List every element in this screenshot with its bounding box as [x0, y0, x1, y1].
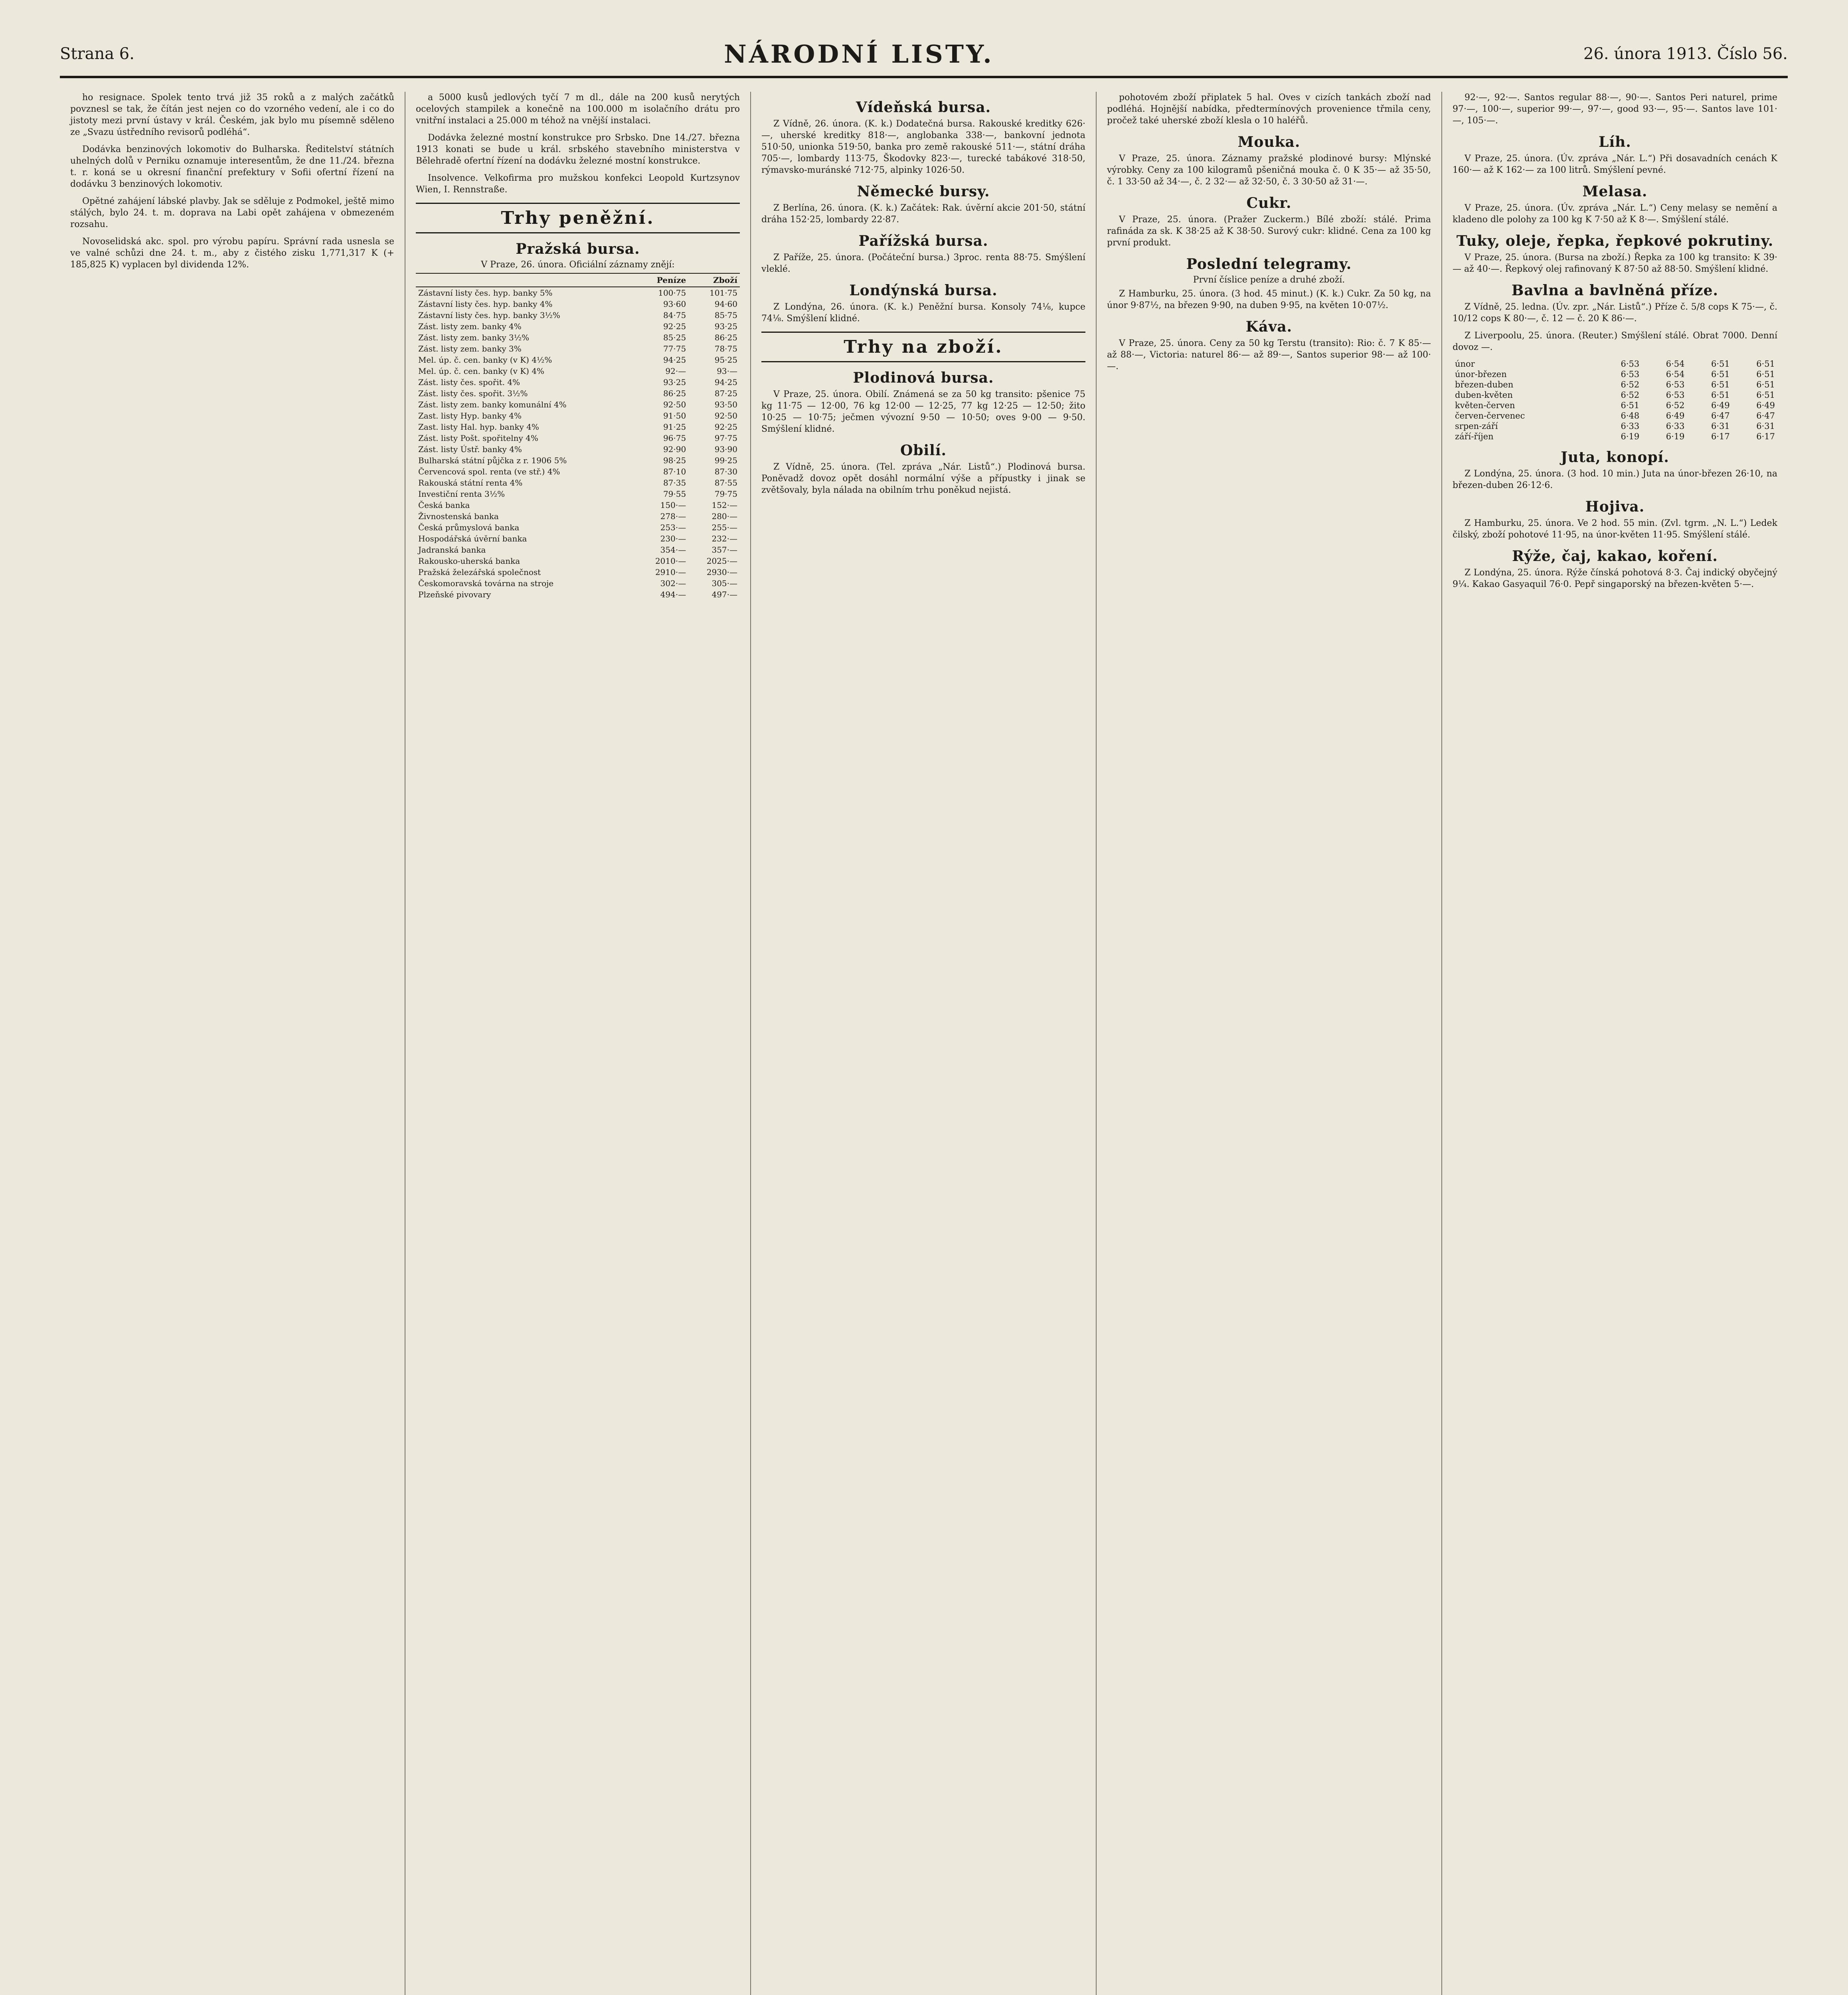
- quote-value: 6·48: [1621, 411, 1640, 421]
- quotes-row: [416, 321, 740, 332]
- quote-value: 6·47: [1711, 411, 1730, 421]
- quotes-row: [416, 421, 740, 433]
- security-name: Mel. úp. č. cen. banky (v K) 4%: [418, 366, 545, 376]
- quotes-row: [416, 310, 740, 321]
- column-1: [60, 92, 405, 1995]
- quotes-row: [416, 477, 740, 488]
- security-name: Zást. listy zem. banky 4%: [418, 322, 522, 331]
- term-label: únor: [1455, 359, 1475, 369]
- quotes-header-row: [416, 273, 740, 287]
- london-title: Londýnská bursa.: [849, 282, 998, 299]
- quotes-row: [416, 287, 740, 298]
- rice-title: Rýže, čaj, kakao, koření.: [1512, 548, 1718, 565]
- ask-price: 280·—: [712, 512, 737, 521]
- quote-value: 6·49: [1711, 401, 1730, 410]
- quote-value: 6·17: [1756, 432, 1775, 441]
- columns: [60, 92, 1788, 1995]
- ask-price: 87·55: [714, 478, 737, 488]
- ask-price: 99·25: [714, 456, 737, 465]
- quotes-row: [416, 533, 740, 544]
- quote-value: 6·53: [1666, 390, 1685, 400]
- bid-price: 100·75: [658, 288, 686, 298]
- bid-price: 79·55: [663, 489, 686, 499]
- cotton-title: Bavlna a bavlněná příze.: [1511, 282, 1719, 299]
- quote-value: 6·19: [1666, 432, 1685, 441]
- bid-price: 92·50: [663, 400, 686, 409]
- article-paragraph: Opětné zahájení lábské plavby. Jak se sděluje z Podmokel, ještě mimo stálých, bylo 24. t. m. doprava na Labi opět zahájena v obmezeném rozsahu.: [70, 196, 394, 229]
- liverpool-row: [1453, 411, 1777, 421]
- security-name: Zást. listy zem. banky 3½%: [418, 333, 530, 342]
- security-name: Zást. listy zem. banky 3%: [418, 344, 522, 354]
- quote-value: 6·52: [1666, 401, 1685, 410]
- quote-value: 6·52: [1621, 390, 1640, 400]
- section-title: Trhy peněžní.: [416, 203, 740, 233]
- security-name: Bulharská státní půjčka z r. 1906 5%: [418, 456, 567, 465]
- quote-value: 6·51: [1711, 380, 1730, 389]
- bid-price: 2010·—: [655, 556, 686, 566]
- liverpool-row: [1453, 379, 1777, 390]
- bid-price: 91·25: [663, 422, 686, 432]
- quotes-row: [416, 410, 740, 421]
- ask-price: 92·25: [714, 422, 737, 432]
- ask-price: 152·—: [712, 500, 737, 510]
- quotes-row: [416, 544, 740, 555]
- liverpool-intro: Z Liverpoolu, 25. února. (Reuter.) Smýšlení stálé. Obrat 7000. Denní dovoz —.: [1453, 331, 1777, 352]
- ask-price: 2025·—: [706, 556, 737, 566]
- security-name: Jadranská banka: [418, 545, 486, 555]
- bid-price: 94·25: [663, 355, 686, 365]
- ask-price: 305·—: [712, 579, 737, 588]
- bid-price: 87·10: [663, 467, 686, 476]
- article-paragraph: ho resignace. Spolek tento trvá již 35 roků a z malých začátků povznesl se tak, že čítán jest nejen co do vzorného vedení, ale i co do jistoty mezi první ústavy v král. Českém, jak bylo mu písemně sděleno ze „Svazu ústředního revisorů podléhá“.: [70, 93, 394, 137]
- quote-value: 6·33: [1621, 421, 1640, 431]
- security-name: Investiční renta 3½%: [418, 489, 505, 499]
- quotes-row: [416, 388, 740, 399]
- term-label: únor-březen: [1455, 369, 1507, 379]
- security-name: Zást. listy čes. spořit. 3½%: [418, 389, 528, 398]
- term-label: červen-červenec: [1455, 411, 1525, 421]
- term-label: duben-květen: [1455, 390, 1513, 400]
- security-name: Zást. listy zem. banky komunální 4%: [418, 400, 567, 409]
- liverpool-row: [1453, 400, 1777, 411]
- quote-value: 6·51: [1756, 369, 1775, 379]
- ask-price: 79·75: [714, 489, 737, 499]
- quote-value: 6·31: [1711, 421, 1730, 431]
- bid-price: 84·75: [663, 310, 686, 320]
- vienna-report: Z Vídně, 26. února. (K. k.) Dodatečná bursa. Rakouské kreditky 626·—, uherské kreditky 818·—, anglobanka 338·—, bankovní jednota 510·50, unionka 519·50, banka pro země rakouské 511·—, státní dráha 705·—, lombardy 113·75, Škodovky 823·—, turecké tabákové 318·50, rýmavsko-muránské 712·75, alpinky 1026·50.: [761, 119, 1085, 175]
- security-name: Mel. úp. č. cen. banky (v K) 4½%: [418, 355, 552, 365]
- hops-report: Z Hamburku, 25. února. Ve 2 hod. 55 min. (Zvl. tgrm. „N. L.“) Ledek čilský, zboží pohotové 11·95, na únor-květen 11·95. Smýšlení stálé.: [1453, 518, 1777, 540]
- german-report: Z Berlína, 26. února. (K. k.) Začátek: Rak. úvěrní akcie 201·50, státní dráha 152·25, lombardy 22·87.: [761, 203, 1085, 225]
- security-name: Zástavní listy čes. hyp. banky 5%: [418, 288, 553, 298]
- security-name: Rakousko-uherská banka: [418, 556, 520, 566]
- vienna-title: Vídeňská bursa.: [856, 99, 991, 116]
- quote-value: 6·51: [1711, 369, 1730, 379]
- security-name: Česká banka: [418, 500, 470, 510]
- ask-price: 357·—: [712, 545, 737, 555]
- quote-value: 6·19: [1621, 432, 1640, 441]
- ask-price: 101·75: [710, 288, 737, 298]
- paris-report: Z Paříže, 25. února. (Počáteční bursa.) 3proc. renta 88·75. Smýšlení vleklé.: [761, 253, 1085, 274]
- quotes-row: [416, 567, 740, 578]
- ask-price: 78·75: [714, 344, 737, 354]
- obili-report: Z Vídně, 25. února. (Tel. zpráva „Nár. Listů“.) Plodinová bursa. Poněvadž dovoz opět dosáhl normální výše a přípustky i jinak se zvětšovaly, byla nálada na obilním trhu poněkud nejistá.: [761, 462, 1085, 495]
- quote-value: 6·17: [1711, 432, 1730, 441]
- quote-value: 6·49: [1756, 401, 1775, 410]
- quote-value: 6·54: [1666, 369, 1685, 379]
- liverpool-table: [1453, 359, 1777, 442]
- paris-title: Pařížská bursa.: [858, 233, 988, 249]
- security-name: Zást. listy Ústř. banky 4%: [418, 444, 522, 454]
- security-name: Plzeňské pivovary: [418, 590, 491, 599]
- security-name: Hospodářská úvěrní banka: [418, 534, 527, 543]
- ask-price: 92·50: [714, 411, 737, 421]
- security-name: Rakouská státní renta 4%: [418, 478, 523, 488]
- ask-price: 497·—: [712, 590, 737, 599]
- quotes-row: [416, 589, 740, 600]
- security-name: Zast. listy Hyp. banky 4%: [418, 411, 522, 421]
- jute-report: Z Londýna, 25. února. (3 hod. 10 min.) Juta na únor-březen 26·10, na březen-duben 26·12·6.: [1453, 469, 1777, 490]
- quotes-row: [416, 343, 740, 354]
- goods-title: Trhy na zboží.: [761, 332, 1085, 362]
- term-label: březen-duben: [1455, 380, 1514, 389]
- melasa-report: V Praze, 25. února. (Úv. zpráva „Nár. L.“) Ceny melasy se nemění a kladeno dle polohy za 100 kg K 7·50 až K 8·—. Smýšlení stálé.: [1453, 203, 1777, 225]
- article-paragraph: Dodávka železné mostní konstrukce pro Srbsko. Dne 14./27. března 1913 konati se bude u král. srbského stavebního ministerstva v Bělehradě ofertní řízení na dodávku železné mostní konstrukce.: [416, 133, 740, 166]
- issue-date: 26. února 1913. Číslo 56.: [1583, 45, 1788, 63]
- quote-value: 6·31: [1756, 421, 1775, 431]
- quote-value: 6·53: [1621, 369, 1640, 379]
- melasa-title: Melasa.: [1582, 183, 1648, 200]
- quotes-header-cell: Zboží: [688, 273, 740, 287]
- liverpool-row: [1453, 431, 1777, 442]
- liverpool-row: [1453, 421, 1777, 431]
- quote-value: 6·51: [1621, 401, 1640, 410]
- bid-price: 85·25: [663, 333, 686, 342]
- quote-value: 6·51: [1756, 390, 1775, 400]
- security-name: Živnostenská banka: [418, 512, 499, 521]
- ask-price: 95·25: [714, 355, 737, 365]
- article-paragraph: Dodávka benzinových lokomotiv do Bulharska. Ředitelství státních uhelných dolů v Perniku oznamuje interesentům, že dne 11./24. března t. r. koná se u okresní finanční prefektury v Sofii ofertní řízení na dodávku 3 benzinových lokomotiv.: [70, 144, 394, 189]
- quotes-row: [416, 444, 740, 455]
- flour-report: V Praze, 25. února. Záznamy pražské plodinové bursy: Mlýnské výrobky. Ceny za 100 kilogramů pšeničná mouka č. 0 K 35·— až 35·50, č. 1 33·50 až 34·—, č. 2 32·— až 32·50, č. 3 30·50 až 31·—.: [1107, 154, 1431, 187]
- security-name: Pražská železářská společnost: [418, 567, 541, 577]
- coffee-report: V Praze, 25. února. Ceny za 50 kg Terstu (transito): Rio: č. 7 K 85·— až 88·—, Victoria: naturel 86·— až 89·—, Santos superior 98·— až 100·—.: [1107, 338, 1431, 371]
- jute-title: Juta, konopí.: [1561, 449, 1669, 466]
- security-name: Zástavní listy čes. hyp. banky 4%: [418, 299, 553, 309]
- quote-value: 6·49: [1666, 411, 1685, 421]
- bid-price: 278·—: [660, 512, 686, 521]
- page-number: Strana 6.: [60, 45, 134, 63]
- security-name: Česká průmyslová banka: [418, 523, 520, 532]
- quotes-row: [416, 578, 740, 589]
- bid-price: 77·75: [663, 344, 686, 354]
- quotes-row: [416, 298, 740, 310]
- bid-price: 230·—: [660, 534, 686, 543]
- cotton-report: Z Vídně, 25. ledna. (Úv. zpr. „Nár. Listů“.) Příze č. 5/8 cops K 75·—, č. 10/12 cops K 80·—, č. 12 — č. 20 K 86·—.: [1453, 302, 1777, 324]
- bid-price: 92·90: [663, 444, 686, 454]
- ask-price: 86·25: [714, 333, 737, 342]
- quote-value: 6·33: [1666, 421, 1685, 431]
- security-name: Zast. listy Hal. hyp. banky 4%: [418, 422, 539, 432]
- article-paragraph: pohotovém zboží připlatek 5 hal. Oves v cizích tankách zboží nad podléhá. Hojnější nabídka, předtermínových provenience třmila ceny, pročež také uherské zboží klesla o 10 haléřů.: [1107, 93, 1431, 126]
- ask-price: 94·25: [714, 377, 737, 387]
- ask-price: 93·50: [714, 400, 737, 409]
- quotes-row: [416, 511, 740, 522]
- quote-value: 6·52: [1621, 380, 1640, 389]
- bid-price: 494·—: [660, 590, 686, 599]
- page-header: [60, 32, 1788, 78]
- liverpool-row: [1453, 369, 1777, 379]
- fats-title: Tuky, oleje, řepka, řepkové pokrutiny.: [1456, 233, 1774, 249]
- column-4: [1097, 92, 1442, 1995]
- column-2: [405, 92, 751, 1995]
- sugar-title: Cukr.: [1246, 195, 1292, 211]
- bid-price: 302·—: [660, 579, 686, 588]
- term-label: srpen-září: [1455, 421, 1498, 431]
- quote-value: 6·51: [1756, 359, 1775, 369]
- term-label: květen-červen: [1455, 401, 1515, 410]
- quotes-table: [416, 273, 740, 600]
- bid-price: 93·60: [663, 299, 686, 309]
- lih-title: Líh.: [1599, 134, 1631, 150]
- masthead: NÁRODNÍ LISTY.: [724, 39, 994, 69]
- bid-price: 91·50: [663, 411, 686, 421]
- ask-price: 255·—: [712, 523, 737, 532]
- bid-price: 2910·—: [655, 567, 686, 577]
- security-name: Českomoravská továrna na stroje: [418, 579, 554, 588]
- telegram-title: Poslední telegramy.: [1186, 256, 1352, 273]
- quotes-header-cell: Peníze: [637, 273, 688, 287]
- bid-price: 354·—: [660, 545, 686, 555]
- quote-value: 6·53: [1621, 359, 1640, 369]
- hops-title: Hojiva.: [1585, 498, 1645, 515]
- german-title: Německé bursy.: [857, 183, 990, 200]
- security-name: Zást. listy Pošt. spořitelny 4%: [418, 433, 538, 443]
- ask-price: 232·—: [712, 534, 737, 543]
- quote-value: 6·51: [1711, 359, 1730, 369]
- ask-price: 85·75: [714, 310, 737, 320]
- quote-value: 6·51: [1756, 380, 1775, 389]
- bid-price: 92·—: [665, 366, 686, 376]
- coffee-title: Káva.: [1245, 318, 1293, 335]
- lih-report: V Praze, 25. února. (Úv. zpráva „Nár. L.“) Při dosavadních cenách K 160·— až K 162·— za 100 litrů. Smýšlení pevné.: [1453, 154, 1777, 175]
- quote-value: 6·54: [1666, 359, 1685, 369]
- grain-report: V Praze, 25. února. Obilí. Známená se za 50 kg transito: pšenice 75 kg 11·75 — 12·00, 76 kg 12·00 — 12·25, 77 kg 12·25 — 12·50; žito 10·25 — 10·75; ječmen vývozní 9·50 — 10·50; oves 9·00 — 9·50. Smýšlení klidné.: [761, 389, 1085, 434]
- telegram-report: Z Hamburku, 25. února. (3 hod. 45 minut.) (K. k.) Cukr. Za 50 kg, na únor 9·87½, na březen 9·90, na duben 9·95, na květen 10·07½.: [1107, 289, 1431, 310]
- quotes-row: [416, 399, 740, 410]
- sugar-report: V Praze, 25. února. (Pražer Zuckerm.) Bílé zboží: stálé. Prima rafináda za sk. K 38·25 až K 38·50. Surový cukr: klidné. Cena za 100 kg první produkt.: [1107, 215, 1431, 248]
- quotes-row: [416, 354, 740, 365]
- quotes-row: [416, 377, 740, 388]
- flour-title: Mouka.: [1237, 134, 1301, 150]
- liverpool-body: [1453, 359, 1777, 442]
- grain-title: Plodinová bursa.: [853, 369, 994, 386]
- quotes-body: [416, 287, 740, 600]
- security-name: Červencová spol. renta (ve stř.) 4%: [418, 467, 560, 476]
- ask-price: 97·75: [714, 433, 737, 443]
- security-name: Zástavní listy čes. hyp. banky 3½%: [418, 310, 560, 320]
- bid-price: 150·—: [660, 500, 686, 510]
- telegram-subtitle: První číslice peníze a druhé zboží.: [1193, 275, 1345, 285]
- ask-price: 93·25: [714, 322, 737, 331]
- quote-value: 6·47: [1756, 411, 1775, 421]
- obili-title: Obilí.: [900, 442, 947, 459]
- ask-price: 93·—: [717, 366, 737, 376]
- article-paragraph: a 5000 kusů jedlových tyčí 7 m dl., dále na 200 kusů nerytých ocelových stampilek a konečně na 100.000 m isolačního drátu pro vnitřní instalaci a 25.000 m téhož na vnější instalaci.: [416, 93, 740, 126]
- ask-price: 87·30: [714, 467, 737, 476]
- quotes-row: [416, 522, 740, 533]
- bid-price: 96·75: [663, 433, 686, 443]
- quotes-row: [416, 488, 740, 500]
- quote-value: 6·53: [1666, 380, 1685, 389]
- bid-price: 253·—: [660, 523, 686, 532]
- ask-price: 93·90: [714, 444, 737, 454]
- bid-price: 87·35: [663, 478, 686, 488]
- liverpool-row: [1453, 359, 1777, 369]
- bid-price: 93·25: [663, 377, 686, 387]
- quotes-header-cell: [416, 273, 637, 287]
- bourse-title: Pražská bursa.: [516, 241, 640, 257]
- ask-price: 87·25: [714, 389, 737, 398]
- article-paragraph: Novoselidská akc. spol. pro výrobu papíru. Správní rada usnesla se ve valné schůzi dne 24. t. m., aby z čistého zisku 1,771,317 K (+ 185,825 K) vyplacen byl dividenda 12%.: [70, 237, 394, 270]
- term-label: září-říjen: [1455, 432, 1494, 441]
- bid-price: 98·25: [663, 456, 686, 465]
- bid-price: 86·25: [663, 389, 686, 398]
- security-name: Zást. listy čes. spořit. 4%: [418, 377, 520, 387]
- quotes-row: [416, 500, 740, 511]
- ask-price: 94·60: [714, 299, 737, 309]
- article-paragraph: 92·—, 92·—. Santos regular 88·—, 90·—. Santos Peri naturel, prime 97·—, 100·—, superior 99·—, 97·—, good 93·—, 95·—. Santos lave 101·—, 105·—.: [1453, 93, 1777, 126]
- bid-price: 92·25: [663, 322, 686, 331]
- rice-report: Z Londýna, 25. února. Rýže čínská pohotová 8·3. Čaj indický obyčejný 9¼. Kakao Gasyaquil 76·0. Pepř singaporský na březen-květen 5·—.: [1453, 568, 1777, 589]
- column-3: [751, 92, 1097, 1995]
- bourse-subtitle: V Praze, 26. února. Oficiální záznamy znějí:: [481, 260, 675, 270]
- liverpool-row: [1453, 390, 1777, 400]
- quotes-row: [416, 433, 740, 444]
- london-report: Z Londýna, 26. února. (K. k.) Peněžní bursa. Konsoly 74¹⁄₈, kupce 74¹⁄₈. Smýšlení klidné.: [761, 302, 1085, 324]
- article-paragraph: Insolvence. Velkofirma pro mužskou konfekci Leopold Kurtzsynov Wien, I. Rennstraße.: [416, 173, 740, 195]
- quotes-row: [416, 555, 740, 567]
- fats-report: V Praze, 25. února. (Bursa na zboží.) Řepka za 100 kg transito: K 39·— až 40·—. Řepkový olej rafinovaný K 87·50 až 88·50. Smýšlení klidné.: [1453, 253, 1777, 274]
- quotes-row: [416, 332, 740, 343]
- column-5: [1442, 92, 1788, 1995]
- quotes-row: [416, 466, 740, 477]
- quotes-row: [416, 365, 740, 377]
- quotes-row: [416, 455, 740, 466]
- ask-price: 2930·—: [706, 567, 737, 577]
- quote-value: 6·51: [1711, 390, 1730, 400]
